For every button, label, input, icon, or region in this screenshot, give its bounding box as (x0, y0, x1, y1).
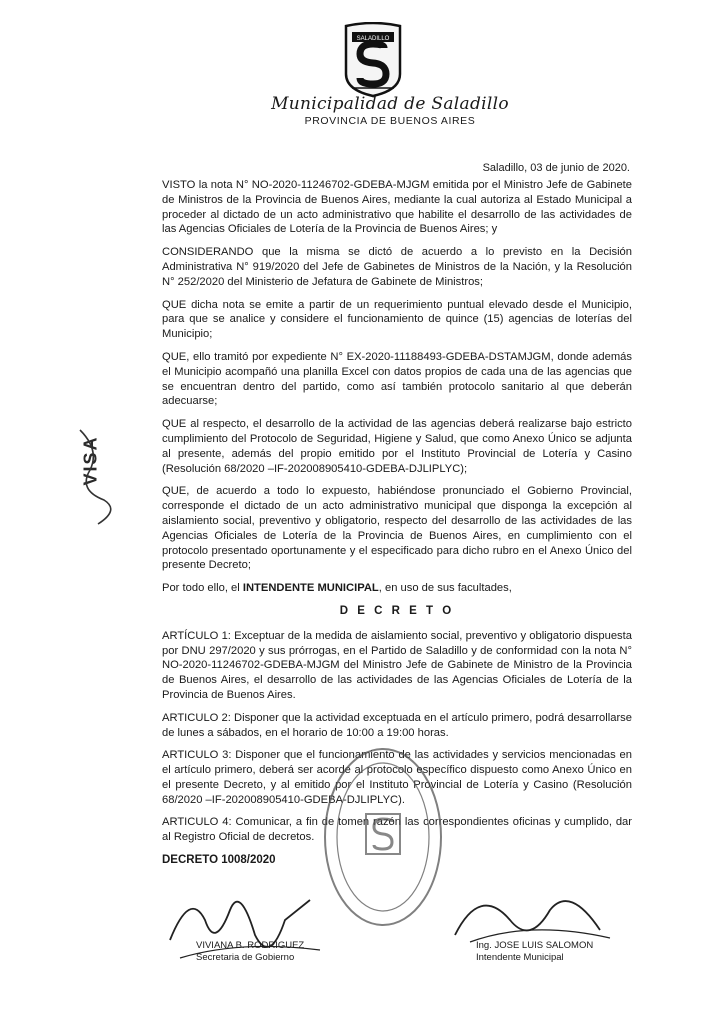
margin-visa-mark (60, 420, 130, 530)
que-paragraph-2: QUE, ello tramitó por expediente N° EX-2020-11188493-GDEBA-DSTAMJGM, donde además el Municipio acompañó una planilla Excel con datos propios de cada una de las agencias que se encuentran dentro del partido, como así también protocolo sanitario al que deberán adecuarse; (162, 350, 632, 408)
municipal-crest-logo (338, 22, 408, 98)
visto-paragraph: VISTO la nota N° NO-2020-11246702-GDEBA-MJGM emitida por el Ministro Jefe de Gabinete de Ministros de la Provincia de Buenos Aires, mediante la cual autoriza al Estado Municipal a proceder al dictado de un acto administrativo que habilite el desarrollo de las actividades de las Agencias Oficiales de Lotería de la Provincia de Buenos Aires; y (162, 179, 632, 236)
visa-scribble (60, 420, 130, 530)
intendente-municipal-label: INTENDENTE MUNICIPAL (242, 582, 379, 595)
visa-text: VISA (80, 435, 101, 486)
right-signatory-title: Intendente Municipal (476, 952, 564, 963)
article-3: ARTICULO 3: Disponer que el funcionamiento de las actividades y servicios mencionadas en el artículo primero, deberá ser acorde al protocolo específico dispuesto como Anexo Único en el presente Decreto, y al emitido por el Instituto Provincial de Lotería y Casino (Resolución 68/2020 –IF-202008905410-GDEBA-DJLIPLYC). (162, 749, 632, 806)
decreto-heading: D E C R E T O (339, 604, 455, 617)
right-signatory-name: Ing. JOSE LUIS SALOMON (476, 940, 594, 951)
province-subtitle: PROVINCIA DE BUENOS AIRES (304, 115, 476, 127)
considerando-paragraph: CONSIDERANDO que la misma se dictó de acuerdo a lo previsto en la Decisión Administrativa N° 919/2020 del Jefe de Gabinetes de Ministros de la Nación, y la Resolución N° 252/2020 del Ministerio de Jefatura de Gabinete de Ministros; (162, 246, 632, 288)
left-signatory-name: VIVIANA B. RODRIGUEZ (196, 940, 305, 951)
document-date: Saladillo, 03 de junio de 2020. (482, 162, 630, 174)
por-todo-paragraph (162, 581, 632, 596)
right-signature-block (476, 940, 636, 964)
decreto-number: DECRETO 1008/2020 (162, 854, 276, 867)
article-1: ARTÍCULO 1: Exceptuar de la medida de aislamiento social, preventivo y obligatorio dispuesta por DNU 297/2020 y sus prórrogas, en el Partido de Saladillo y de conformidad con la nota N° NO-2020-11246702-GDEBA-MJGM del Ministro Jefe de Gabinete de Ministro de la Provincia de Buenos Aires, el desarrollo de las actividades de las Agencias Oficiales de Lotería de la Provincia de Buenos Aires. (162, 629, 632, 701)
que-paragraph-4: QUE, de acuerdo a todo lo expuesto, habiéndose pronunciado el Gobierno Provincial, corresponde el dictado de un acto administrativo municipal que disponga la excepción al aislamiento social, preventivo y obligatorio, respecto del desarrollo de las actividades de las Agencias Oficiales de Lotería de la Provincia de Buenos Aires, en cumplimiento con el protocolo presentado oportunamente y el especificado para dicho rubro en el Anexo Único del presente Decreto; (162, 485, 632, 572)
article-2: ARTICULO 2: Disponer que la actividad exceptuada en el artículo primero, podrá desarrollarse de lunes a sábados, en el horario de 10:00 a 19:00 horas. (162, 711, 632, 739)
left-signatory-title: Secretaria de Gobierno (196, 952, 295, 963)
por-todo-prefix: Por todo ello, el (162, 582, 243, 595)
municipality-title: Municipalidad de Saladillo (271, 94, 509, 114)
que-paragraph-3: QUE al respecto, el desarrollo de la actividad de las agencias deberá realizarse bajo estricto cumplimiento del Protocolo de Seguridad, Higiene y Salud, que como Anexo Único se adjunta al presente, además del propio emitido por el Instituto Provincial de Lotería y Casino (Resolución 68/2020 –IF-202008905410-GDEBA-DJLIPLYC); (162, 418, 632, 475)
decree-body (162, 178, 632, 876)
svg-text:SALADILLO: SALADILLO (356, 36, 390, 42)
article-4: ARTICULO 4: Comunicar, a fin de tomen razón las correspondientes oficinas y cumplido, dar al Registro Oficial de decretos. (162, 816, 632, 844)
que-paragraph-1: QUE dicha nota se emite a partir de un requerimiento puntual elevado desde el Municipio, para que se analice y considere el funcionamiento de quince (15) agencias de loterías del Municipio; (162, 298, 632, 341)
por-todo-suffix: , en uso de sus facultades, (378, 582, 512, 595)
left-signature-block (196, 940, 356, 964)
